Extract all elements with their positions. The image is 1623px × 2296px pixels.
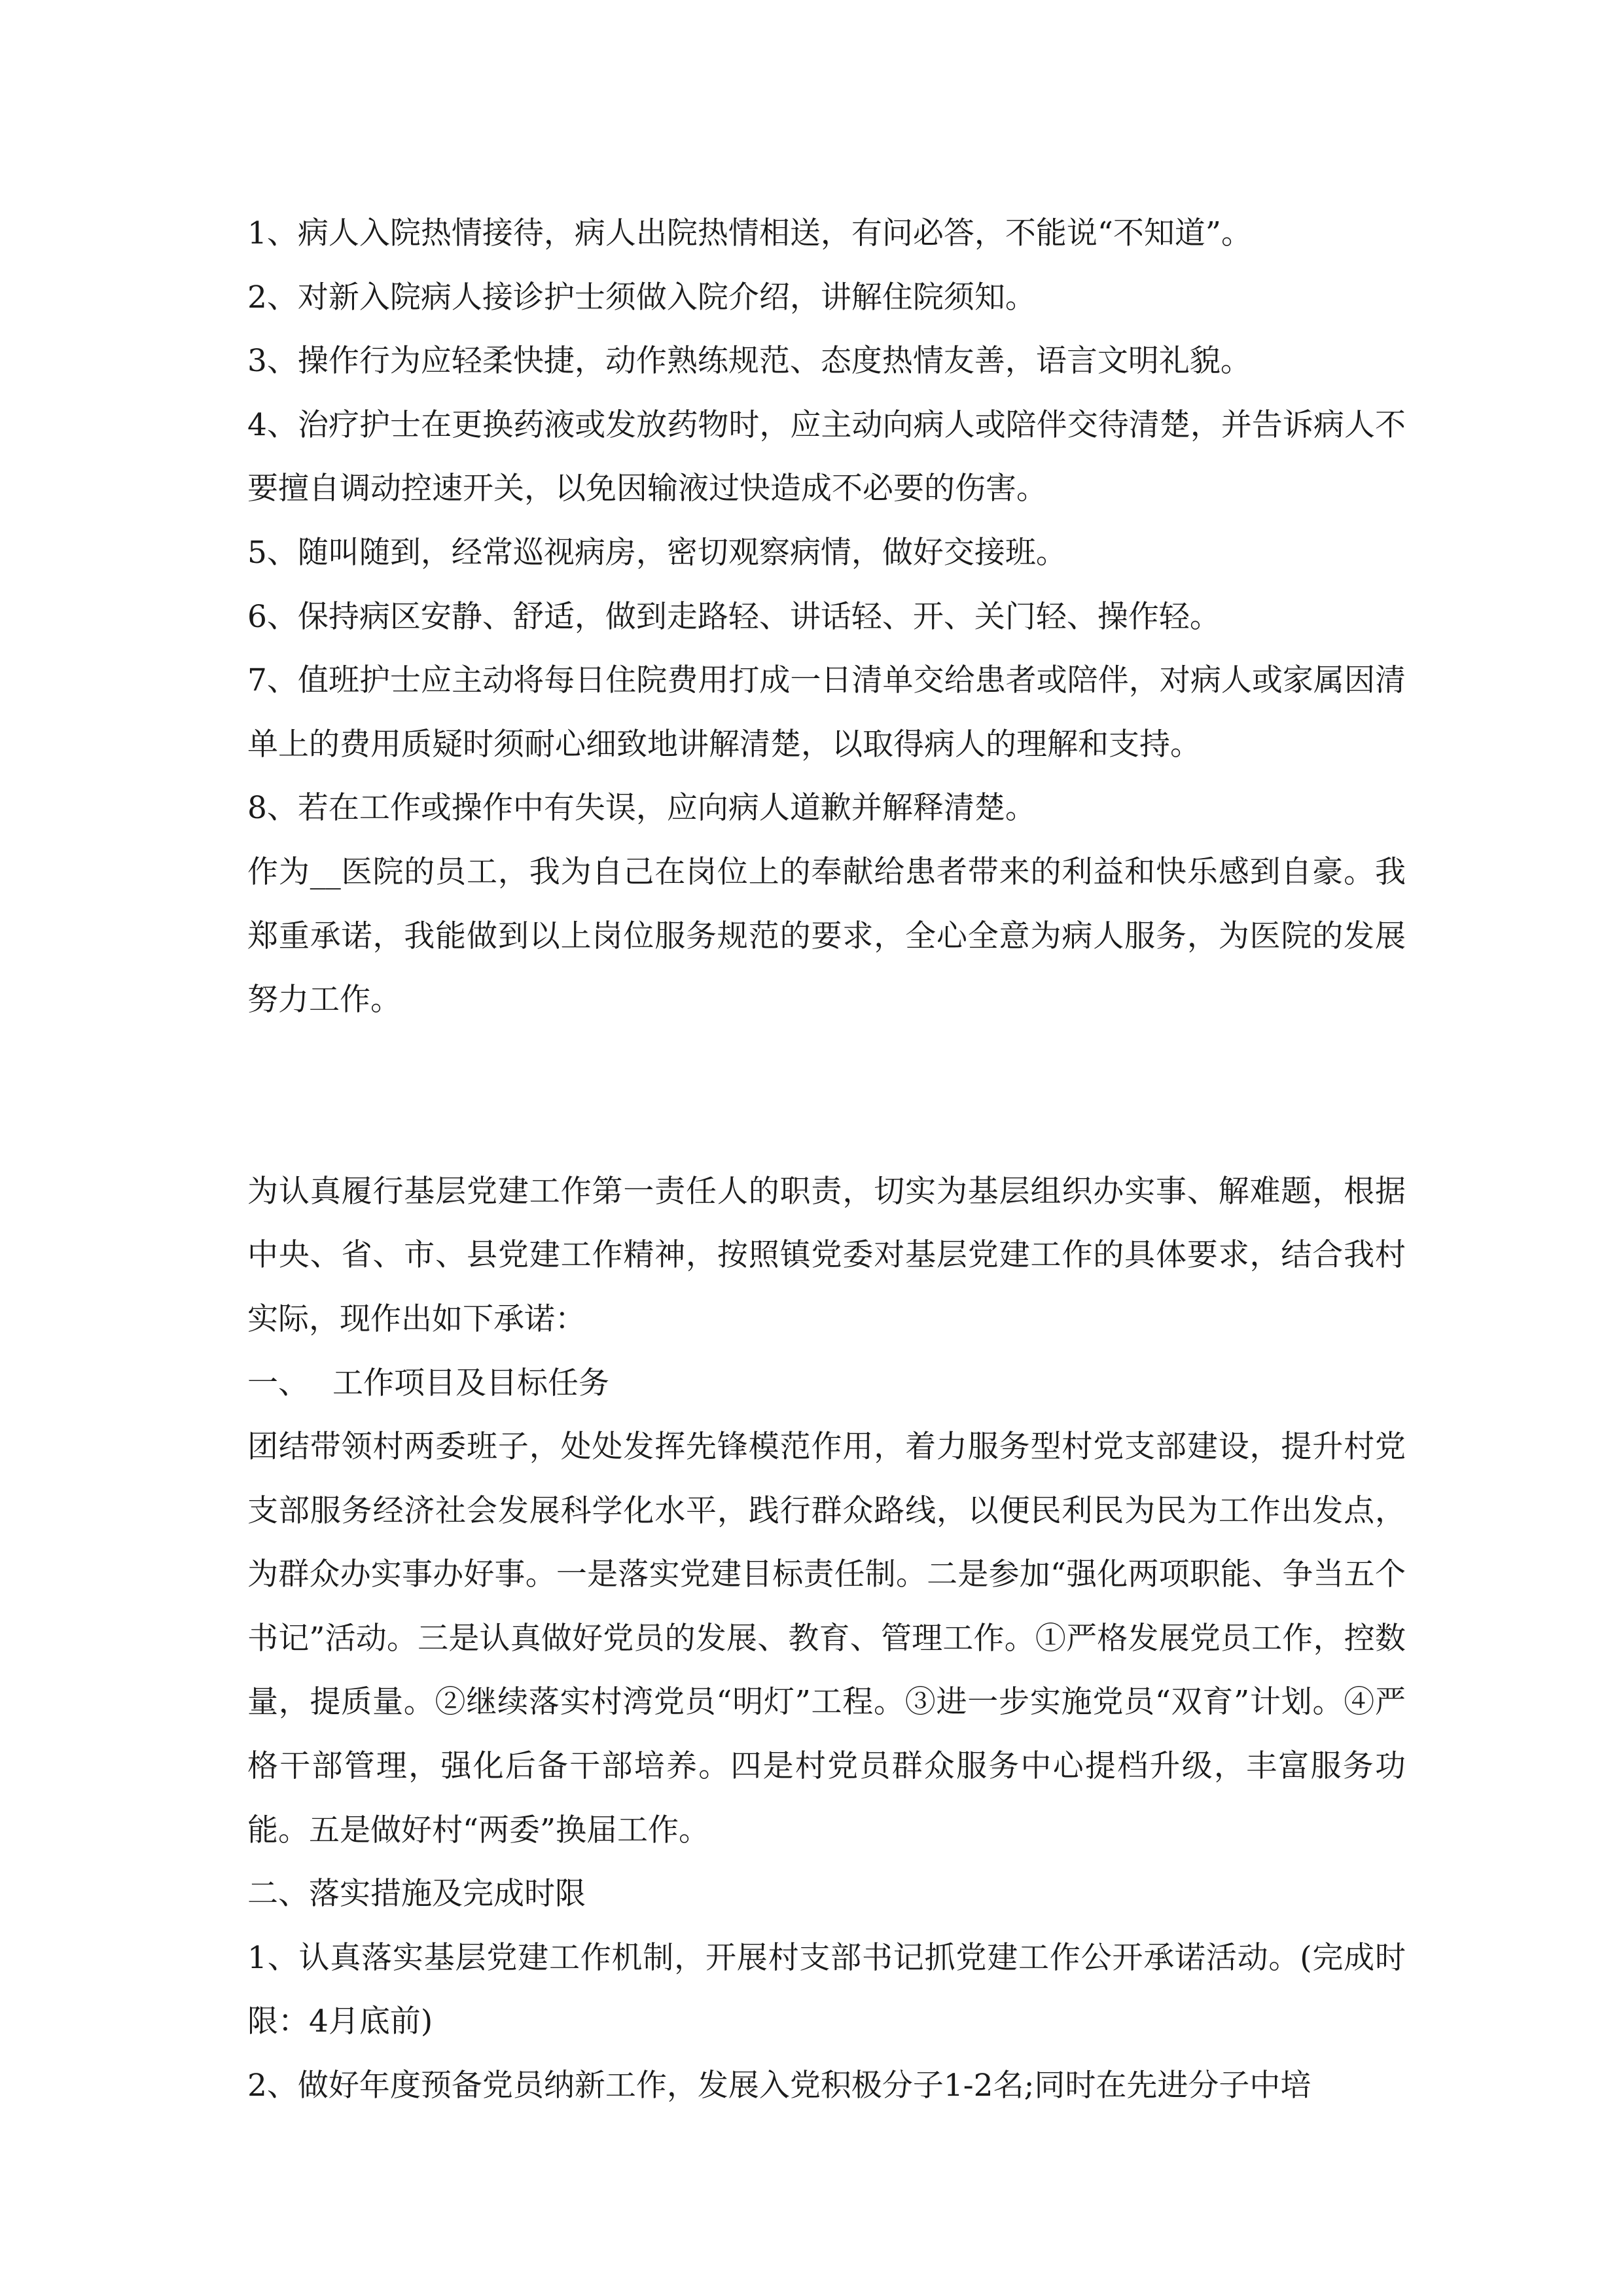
- list-item-2: 2、对新入院病人接诊护士须做入院介绍，讲解住院须知。: [247, 279, 1036, 315]
- list-item-1: 1、病人入院热情接待，病人出院热情相送，有问必答，不能说“不知道”。: [247, 215, 1252, 251]
- section-heading-2: 二、落实措施及完成时限: [247, 1876, 586, 1912]
- closing-paragraph: 作为__医院的员工，我为自己在岗位上的奉献给患者带来的利益和快乐感到自豪。我郑重承诺，我能做到以上岗位服务规范的要求，全心全意为病人服务，为医院的发展努力工作。: [247, 853, 1406, 1018]
- measure-item-2: 2、做好年度预备党员纳新工作，发展入党积极分子1-2名;同时在先进分子中培: [247, 2068, 1311, 2104]
- intro-paragraph: 为认真履行基层党建工作第一责任人的职责，切实为基层组织办实事、解难题，根据中央、省、市、县党建工作精神，按照镇党委对基层党建工作的具体要求，结合我村实际，现作出如下承诺：: [247, 1173, 1406, 1337]
- heading-text: 工作项目及目标任务: [332, 1365, 609, 1401]
- measure-item-1: 1、认真落实基层党建工作机制，开展村支部书记抓党建工作公开承诺活动。(完成时限：4月底前): [247, 1939, 1406, 2040]
- body-paragraph: 团结带领村两委班子，处处发挥先锋模范作用，着力服务型村党支部建设，提升村党支部服务经济社会发展科学化水平，践行群众路线，以便民利民为民为工作出发点，为群众办实事办好事。一是落实党建目标责任制。二是参加“强化两项职能、争当五个书记”活动。三是认真做好党员的发展、教育、管理工作。①严格发展党员工作，控数量，提质量。②继续落实村湾党员“明灯”工程。③进一步实施党员“双育”计划。④严格干部管理，强化后备干部培养。四是村党员群众服务中心提档升级，丰富服务功能。五是做好村“两委”换届工作。: [247, 1429, 1406, 1848]
- list-item-4: 4、治疗护士在更换药液或发放药物时，应主动向病人或陪伴交待清楚，并告诉病人不要擅自调动控速开关，以免因输液过快造成不必要的伤害。: [247, 406, 1406, 507]
- section-heading-1: [247, 1352, 1406, 1416]
- list-item-6: 6、保持病区安静、舒适，做到走路轻、讲话轻、开、关门轻、操作轻。: [247, 598, 1221, 635]
- list-item-7: 7、值班护士应主动将每日住院费用打成一日清单交给患者或陪伴，对病人或家属因清单上的费用质疑时须耐心细致地讲解清楚，以取得病人的理解和支持。: [247, 662, 1406, 762]
- list-item-5: 5、随叫随到，经常巡视病房，密切观察病情，做好交接班。: [247, 534, 1067, 571]
- document-body: [247, 202, 1406, 2118]
- section-divider-space: [247, 1032, 1406, 1160]
- list-item-3: 3、操作行为应轻柔快捷，动作熟练规范、态度热情友善，语言文明礼貌。: [247, 343, 1251, 380]
- list-item-8: 8、若在工作或操作中有失误，应向病人道歉并解释清楚。: [247, 790, 1036, 827]
- heading-number: 一、: [247, 1365, 309, 1401]
